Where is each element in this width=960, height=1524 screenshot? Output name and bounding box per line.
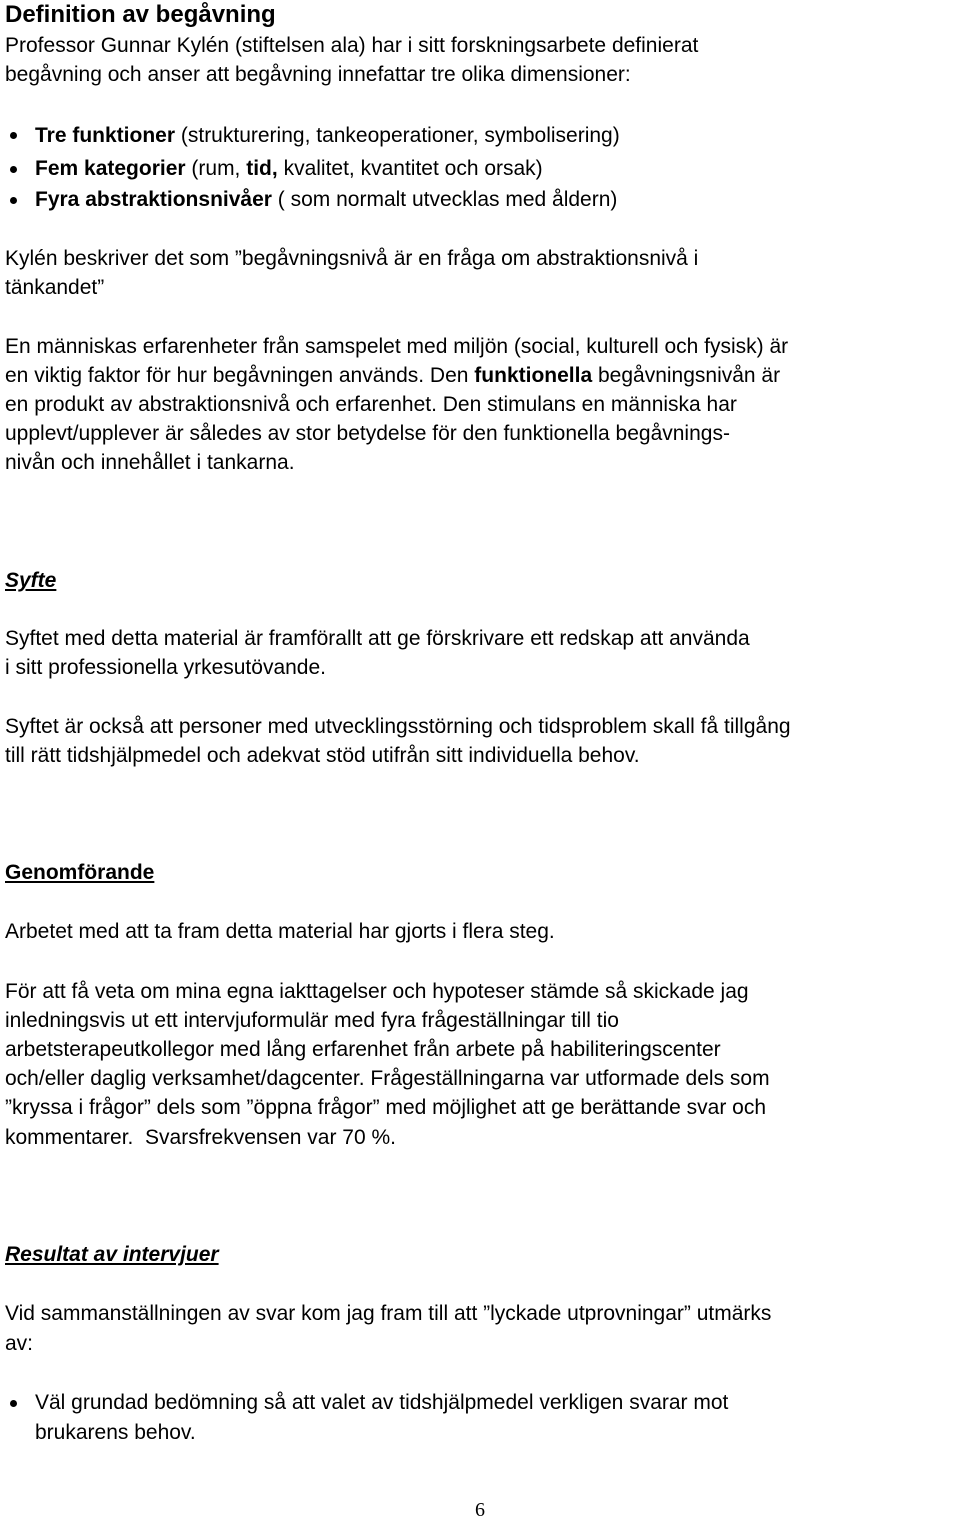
paragraph-line: kommentarer. Svarsfrekvensen var 70 %. (5, 1126, 396, 1149)
heading-resultat: Resultat av intervjuer (5, 1243, 219, 1266)
intro-line-1: Professor Gunnar Kylén (stiftelsen ala) har i sitt forskningsarbete definierat (5, 34, 699, 57)
page-number: 6 (475, 1499, 485, 1521)
bullet-item-line: brukarens behov. (35, 1421, 196, 1444)
paragraph-line: en produkt av abstraktionsnivå och erfarenhet. Den stimulans en människa har (5, 393, 737, 416)
heading-definition: Definition av begåvning (5, 1, 276, 28)
paragraph-line: Syftet med detta material är framförallt att ge förskrivare ett redskap att använda (5, 627, 750, 650)
paragraph-line: inledningsvis ut ett intervjuformulär med fyra frågeställningar till tio (5, 1009, 619, 1032)
bullet-item-2: Fem kategorier (rum, tid, kvalitet, kvantitet och orsak) (35, 157, 543, 180)
paragraph-line: arbetsterapeutkollegor med lång erfarenhet från arbete på habiliteringscenter (5, 1038, 721, 1061)
bullet-icon (10, 197, 17, 204)
bullet-icon (10, 1400, 17, 1407)
bullet-item-line: Väl grundad bedömning så att valet av tidshjälpmedel verkligen svarar mot (35, 1391, 729, 1414)
bullet-icon (10, 166, 17, 173)
paragraph-line: av: (5, 1332, 34, 1355)
paragraph-line: Syftet är också att personer med utvecklingsstörning och tidsproblem skall få tillgång (5, 715, 791, 738)
paragraph-line: nivån och innehållet i tankarna. (5, 451, 295, 474)
bullet-item-3: Fyra abstraktionsnivåer ( som normalt utvecklas med åldern) (35, 188, 618, 211)
paragraph-line: upplevt/upplever är således av stor betydelse för den funktionella begåvnings- (5, 422, 730, 445)
paragraph-line: Vid sammanställningen av svar kom jag fram till att ”lyckade utprovningar” utmärks (5, 1302, 772, 1325)
paragraph-line: en viktig faktor för hur begåvningen används. Den funktionella begåvningsnivån är (5, 364, 781, 387)
heading-genomforande: Genomförande (5, 861, 155, 884)
paragraph-line: Kylén beskriver det som ”begåvningsnivå är en fråga om abstraktionsnivå i (5, 247, 699, 270)
paragraph-line: ”kryssa i frågor” dels som ”öppna frågor” med möjlighet att ge berättande svar och (5, 1096, 767, 1119)
paragraph-line: Arbetet med att ta fram detta material har gjorts i flera steg. (5, 920, 555, 943)
paragraph-line: och/eller daglig verksamhet/dagcenter. Frågeställningarna var utformade dels som (5, 1067, 770, 1090)
paragraph-line: En människas erfarenheter från samspelet med miljön (social, kulturell och fysisk) är (5, 335, 789, 358)
bullet-item-1: Tre funktioner (strukturering, tankeoperationer, symbolisering) (35, 124, 620, 147)
heading-syfte: Syfte (5, 569, 57, 592)
bullet-icon (10, 132, 17, 139)
paragraph-line: För att få veta om mina egna iakttagelser och hypoteser stämde så skickade jag (5, 980, 749, 1003)
intro-line-2: begåvning och anser att begåvning innefattar tre olika dimensioner: (5, 63, 631, 86)
paragraph-line: i sitt professionella yrkesutövande. (5, 656, 326, 679)
paragraph-line: tänkandet” (5, 276, 105, 299)
paragraph-line: till rätt tidshjälpmedel och adekvat stöd utifrån sitt individuella behov. (5, 744, 640, 767)
